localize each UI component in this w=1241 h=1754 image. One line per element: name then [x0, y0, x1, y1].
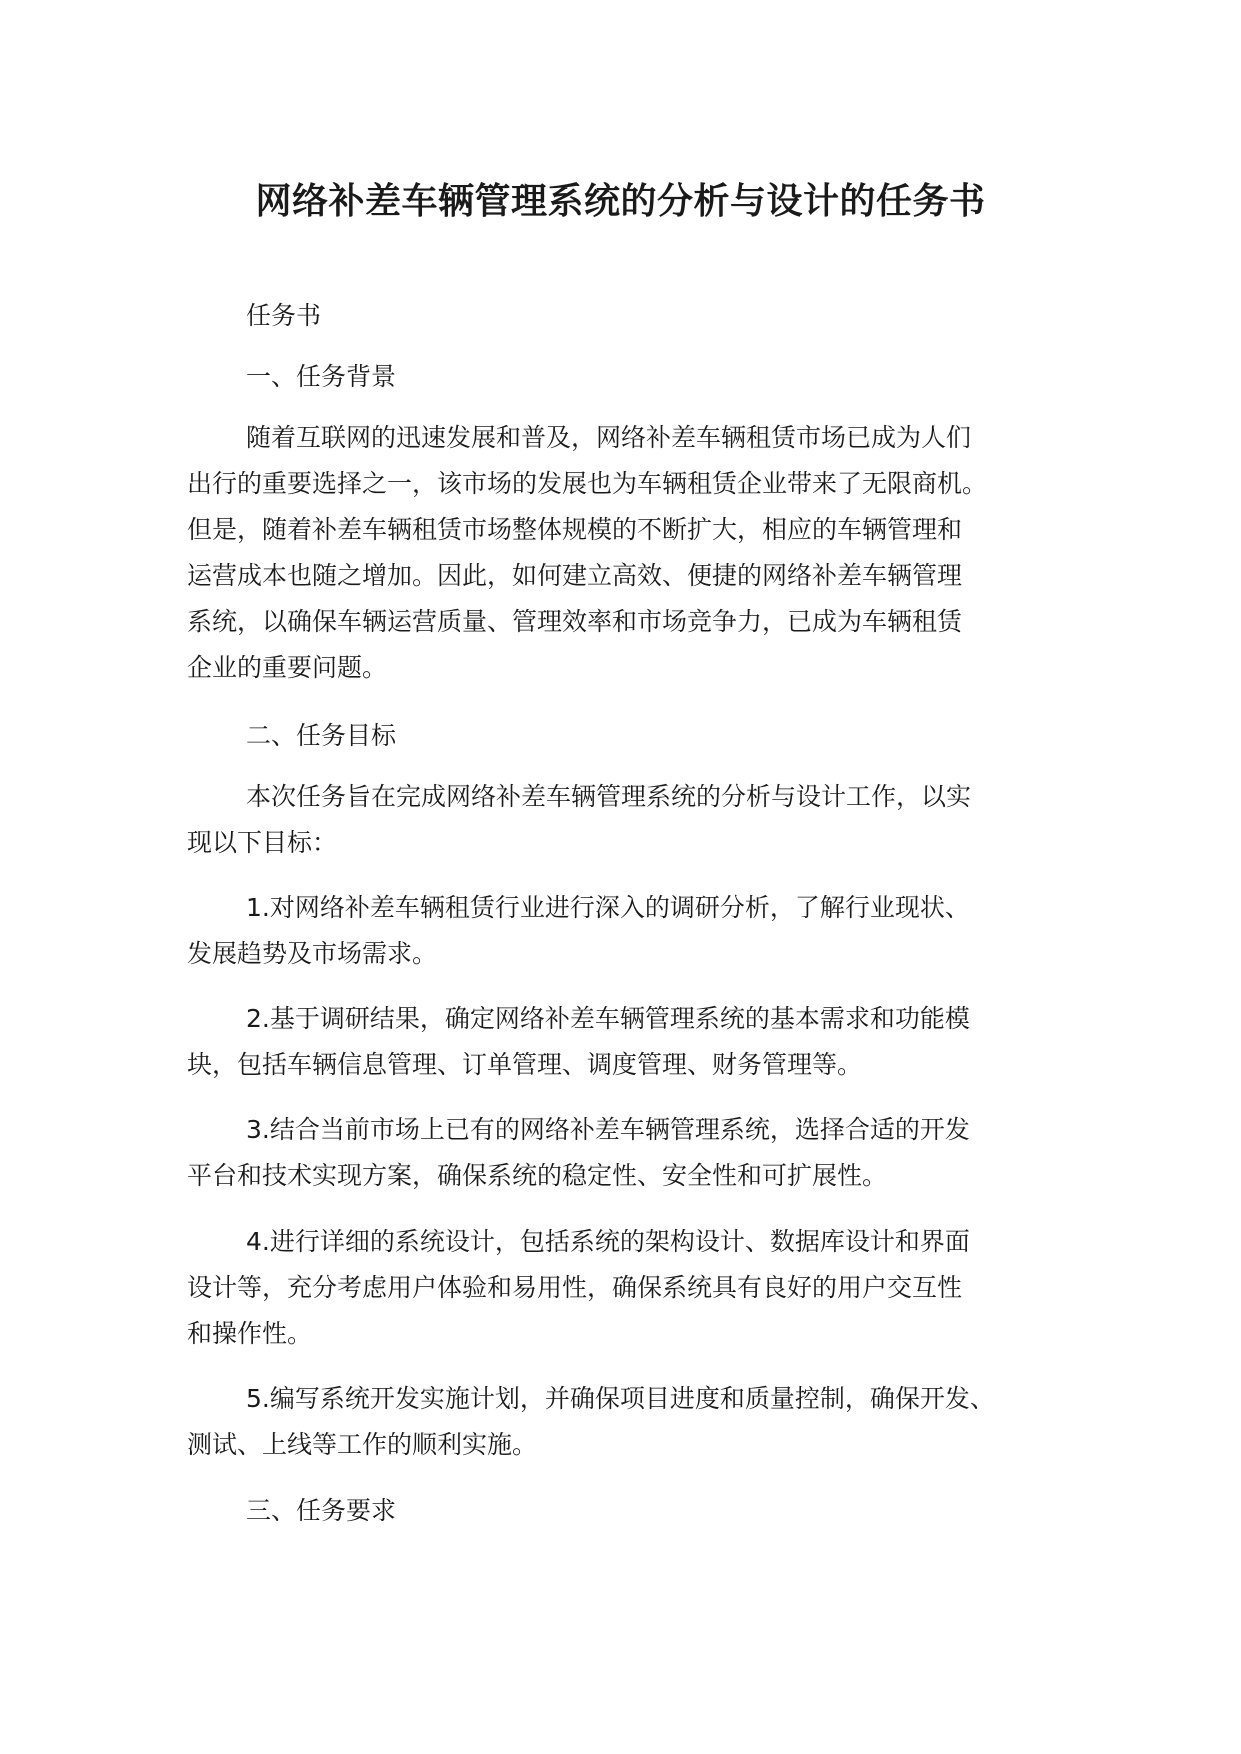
- goal-item-1: 1.对网络补差车辆租赁行业进行深入的调研分析，了解行业现状、: [246, 893, 970, 922]
- heading-task-book: 任务书: [246, 301, 322, 330]
- paragraph-line: 现以下目标：: [187, 828, 338, 857]
- section-heading-requirements: 三、任务要求: [246, 1496, 397, 1525]
- paragraph-line: 系统，以确保车辆运营质量、管理效率和市场竞争力，已成为车辆租赁: [187, 607, 963, 636]
- goal-item-2-cont: 块，包括车辆信息管理、订单管理、调度管理、财务管理等。: [187, 1050, 863, 1079]
- goal-item-3-cont: 平台和技术实现方案，确保系统的稳定性、安全性和可扩展性。: [187, 1161, 888, 1190]
- goal-item-5: 5.编写系统开发实施计划，并确保项目进度和质量控制，确保开发、: [246, 1384, 995, 1413]
- goal-item-4-cont: 和操作性。: [187, 1319, 313, 1348]
- paragraph-line: 运营成本也随之增加。因此，如何建立高效、便捷的网络补差车辆管理: [187, 561, 963, 590]
- goal-item-1-cont: 发展趋势及市场需求。: [187, 939, 438, 968]
- paragraph-line: 出行的重要选择之一，该市场的发展也为车辆租赁企业带来了无限商机。: [187, 469, 988, 498]
- goal-item-3: 3.结合当前市场上已有的网络补差车辆管理系统，选择合适的开发: [246, 1115, 970, 1144]
- goal-item-2: 2.基于调研结果，确定网络补差车辆管理系统的基本需求和功能模: [246, 1004, 970, 1033]
- document-title: 网络补差车辆管理系统的分析与设计的任务书: [255, 181, 986, 222]
- goal-item-4-cont: 设计等，充分考虑用户体验和易用性，确保系统具有良好的用户交互性: [187, 1273, 963, 1302]
- paragraph-line: 随着互联网的迅速发展和普及，网络补差车辆租赁市场已成为人们: [246, 423, 972, 452]
- paragraph-line: 但是，随着补差车辆租赁市场整体规模的不断扩大，相应的车辆管理和: [187, 515, 963, 544]
- goal-item-4: 4.进行详细的系统设计，包括系统的架构设计、数据库设计和界面: [246, 1227, 970, 1256]
- goal-item-5-cont: 测试、上线等工作的顺利实施。: [187, 1430, 538, 1459]
- paragraph-line: 企业的重要问题。: [187, 653, 388, 682]
- paragraph-line: 本次任务旨在完成网络补差车辆管理系统的分析与设计工作，以实: [246, 782, 972, 811]
- section-heading-goals: 二、任务目标: [246, 721, 397, 750]
- section-heading-background: 一、任务背景: [246, 362, 397, 391]
